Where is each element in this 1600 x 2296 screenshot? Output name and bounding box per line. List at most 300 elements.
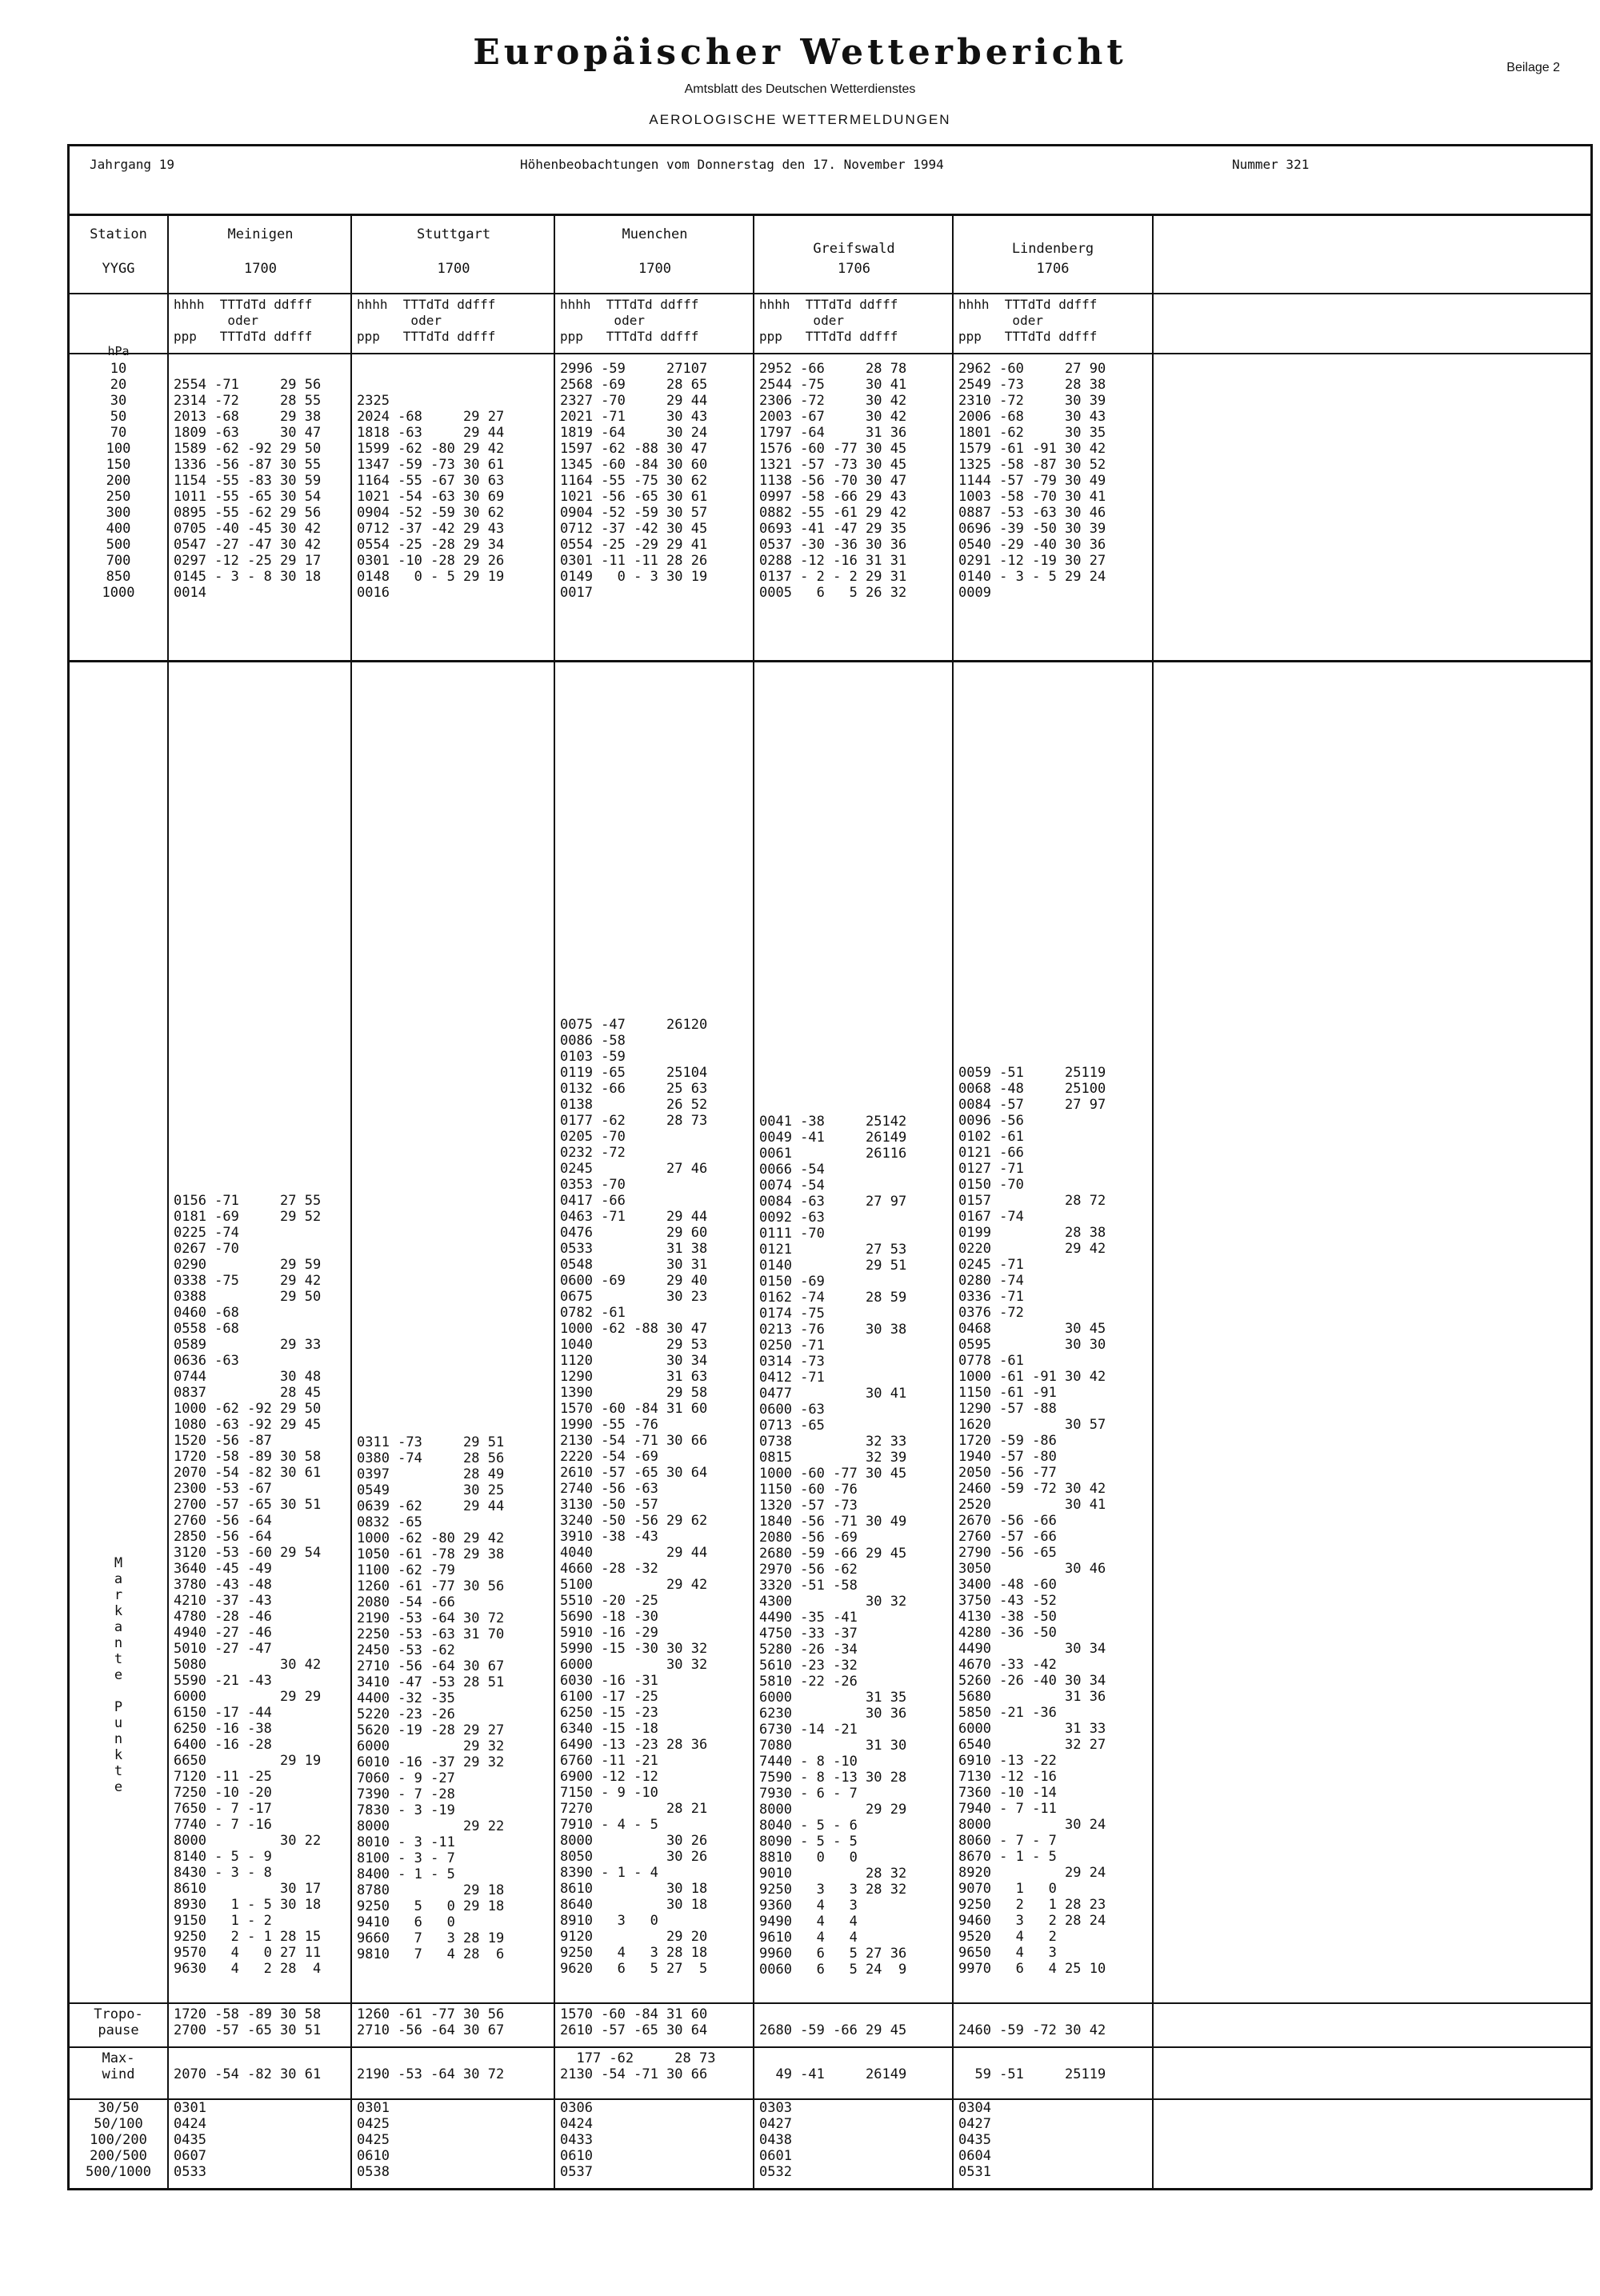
pressure-level: 50 (110, 409, 127, 425)
level-value: 2314 -72 28 55 (174, 393, 322, 409)
side-label-letter: k (114, 1747, 123, 1763)
column-head-line: hhhh TTTdTd ddfff (759, 297, 898, 312)
tropopause-value: 1720 -58 -89 30 58 (174, 2006, 322, 2022)
point-value: 5100 29 42 (560, 1577, 708, 1593)
shear-value: 0303 (759, 2100, 792, 2116)
point-value: 2760 -57 -66 (958, 1529, 1057, 1545)
point-value: 5610 -23 -32 (759, 1658, 858, 1674)
point-value: 5690 -18 -30 (560, 1609, 658, 1625)
pressure-level: 250 (106, 489, 131, 505)
level-value: 0693 -41 -47 29 35 (759, 521, 907, 537)
point-value: 7250 -10 -20 (174, 1785, 272, 1801)
point-value: 0213 -76 30 38 (759, 1322, 907, 1338)
shear-value: 0610 (357, 2148, 390, 2164)
level-value: 1011 -55 -65 30 54 (174, 489, 322, 505)
point-value: 0162 -74 28 59 (759, 1290, 907, 1306)
point-value: 8000 29 29 (759, 1802, 907, 1818)
point-value: 0102 -61 (958, 1129, 1024, 1145)
rule-tropo (67, 2002, 1592, 2004)
point-value: 1150 -60 -76 (759, 1482, 858, 1498)
point-value: 8640 30 18 (560, 1897, 708, 1913)
point-value: 0092 -63 (759, 1210, 825, 1226)
point-value: 8040 - 5 - 6 (759, 1818, 858, 1834)
level-value: 2006 -68 30 43 (958, 409, 1106, 425)
level-value: 0301 -11 -11 28 26 (560, 553, 708, 569)
level-value: 0009 (958, 585, 991, 601)
point-value: 2670 -56 -66 (958, 1513, 1057, 1529)
point-value: 2700 -57 -65 30 51 (174, 1497, 322, 1513)
point-value: 1570 -60 -84 31 60 (560, 1401, 708, 1417)
point-value: 6730 -14 -21 (759, 1722, 858, 1738)
rule-levels-end (67, 660, 1592, 662)
point-value: 5010 -27 -47 (174, 1641, 272, 1657)
point-value: 8060 - 7 - 7 (958, 1833, 1057, 1849)
pressure-level: 700 (106, 553, 131, 569)
level-value: 1345 -60 -84 30 60 (560, 457, 708, 473)
point-value: 0084 -57 27 97 (958, 1097, 1106, 1113)
level-value: 0537 -30 -36 30 36 (759, 537, 907, 553)
point-value: 9960 6 5 27 36 (759, 1946, 907, 1962)
point-value: 0177 -62 28 73 (560, 1113, 708, 1129)
point-value: 7150 - 9 -10 (560, 1785, 658, 1801)
point-value: 9660 7 3 28 19 (357, 1930, 505, 1946)
point-value: 5810 -22 -26 (759, 1674, 858, 1690)
point-value: 7910 - 4 - 5 (560, 1817, 658, 1833)
point-value: 3750 -43 -52 (958, 1593, 1057, 1609)
point-value: 6010 -16 -37 29 32 (357, 1754, 505, 1770)
beilage-label: Beilage 2 (1506, 61, 1560, 74)
shear-value: 0301 (174, 2100, 206, 2116)
pressure-level: 20 (110, 377, 127, 393)
point-value: 1080 -63 -92 29 45 (174, 1417, 322, 1433)
point-value: 2080 -54 -66 (357, 1594, 455, 1610)
level-value: 0017 (560, 585, 593, 601)
level-value: 2003 -67 30 42 (759, 409, 907, 425)
point-value: 9620 6 5 27 5 (560, 1961, 708, 1977)
point-value: 1000 -60 -77 30 45 (759, 1466, 907, 1482)
point-value: 9250 2 1 28 23 (958, 1897, 1106, 1913)
point-value: 1520 -56 -87 (174, 1433, 272, 1449)
point-value: 9970 6 4 25 10 (958, 1961, 1106, 1977)
report-title: Europäischer Wetterbericht (473, 32, 1127, 73)
point-value: 4750 -33 -37 (759, 1626, 858, 1642)
tropopause-value: 2460 -59 -72 30 42 (958, 2022, 1106, 2038)
shear-value: 0301 (357, 2100, 390, 2116)
point-value: 9460 3 2 28 24 (958, 1913, 1106, 1929)
point-value: 2680 -59 -66 29 45 (759, 1546, 907, 1562)
point-value: 0600 -63 (759, 1402, 825, 1418)
level-value: 1809 -63 30 47 (174, 425, 322, 441)
shear-value: 0424 (174, 2116, 206, 2132)
point-value: 0468 30 45 (958, 1321, 1106, 1337)
level-value: 1336 -56 -87 30 55 (174, 457, 322, 473)
maxwind-values (174, 2050, 347, 2082)
level-value: 0696 -39 -50 30 39 (958, 521, 1106, 537)
point-value: 3780 -43 -48 (174, 1577, 272, 1593)
point-value: 3050 30 46 (958, 1561, 1106, 1577)
point-value: 6000 29 32 (357, 1738, 505, 1754)
rule-header (67, 214, 1592, 216)
rule-maxwind (67, 2046, 1592, 2048)
point-value: 7830 - 3 -19 (357, 1802, 455, 1818)
maxwind-values (357, 2050, 550, 2082)
point-value: 4940 -27 -46 (174, 1625, 272, 1641)
point-value: 0778 -61 (958, 1353, 1024, 1369)
point-value: 0600 -69 29 40 (560, 1273, 708, 1289)
level-value: 2013 -68 29 38 (174, 409, 322, 425)
point-value: 0060 6 5 24 9 (759, 1962, 907, 1978)
level-value: 2544 -75 30 41 (759, 377, 907, 393)
shear-value: 0425 (357, 2116, 390, 2132)
point-value: 8670 - 1 - 5 (958, 1849, 1057, 1865)
side-label-letter: n (114, 1635, 123, 1651)
significant-points (174, 1193, 347, 1977)
point-value: 0636 -63 (174, 1353, 239, 1369)
maxwind-value (759, 2050, 949, 2066)
shear-value: 0438 (759, 2132, 792, 2148)
point-value: 7740 - 7 -16 (174, 1817, 272, 1833)
level-value: 1154 -55 -83 30 59 (174, 473, 322, 489)
point-value: 8100 - 3 - 7 (357, 1850, 455, 1866)
shear-value: 0435 (958, 2132, 991, 2148)
point-value: 0121 27 53 (759, 1242, 907, 1258)
point-value: 0290 29 59 (174, 1257, 322, 1273)
pressure-levels (70, 361, 167, 601)
point-value: 0084 -63 27 97 (759, 1194, 907, 1210)
point-value: 0397 28 49 (357, 1466, 505, 1482)
shear-value: 0427 (759, 2116, 792, 2132)
point-value: 0150 -70 (958, 1177, 1024, 1193)
point-value: 4670 -33 -42 (958, 1657, 1057, 1673)
point-value: 0068 -48 25100 (958, 1081, 1106, 1097)
point-value: 9630 4 2 28 4 (174, 1961, 322, 1977)
vrule-station (167, 214, 169, 2190)
point-value: 0460 -68 (174, 1305, 239, 1321)
point-value: 0280 -74 (958, 1273, 1024, 1289)
point-value: 2070 -54 -82 30 61 (174, 1465, 322, 1481)
vrule-5 (1152, 214, 1154, 2190)
point-value: 2760 -56 -64 (174, 1513, 272, 1529)
level-value (357, 377, 550, 393)
side-label-letter: a (114, 1571, 123, 1587)
station-label: Station (90, 226, 147, 242)
point-value: 9150 1 - 2 (174, 1913, 272, 1929)
shear-value: 0424 (560, 2116, 593, 2132)
point-value: 3410 -47 -53 28 51 (357, 1674, 505, 1690)
shear-value: 0433 (560, 2132, 593, 2148)
point-value: 5280 -26 -34 (759, 1642, 858, 1658)
level-value: 1801 -62 30 35 (958, 425, 1106, 441)
pressure-level: 10 (110, 361, 127, 377)
point-value: 0549 30 25 (357, 1482, 505, 1498)
side-label-letter: e (114, 1667, 123, 1683)
level-value: 0149 0 - 3 30 19 (560, 569, 708, 585)
point-value: 3320 -51 -58 (759, 1578, 858, 1594)
point-value: 5510 -20 -25 (560, 1593, 658, 1609)
shear-labels (70, 2100, 167, 2180)
shear-value: 0604 (958, 2148, 991, 2164)
point-value: 8400 - 1 - 5 (357, 1866, 455, 1882)
level-value: 2549 -73 28 38 (958, 377, 1106, 393)
column-head-line: ppp TTTdTd ddfff (357, 329, 496, 344)
point-value: 6340 -15 -18 (560, 1721, 658, 1737)
shear-values (560, 2100, 750, 2180)
tropopause-value: 2610 -57 -65 30 64 (560, 2022, 708, 2038)
point-value: 2220 -54 -69 (560, 1449, 658, 1465)
level-value: 1579 -61 -91 30 42 (958, 441, 1106, 457)
shear-label: 30/50 (98, 2100, 139, 2116)
column-head-line: hhhh TTTdTd ddfff (357, 297, 496, 312)
point-value: 2610 -57 -65 30 64 (560, 1465, 708, 1481)
point-value: 2130 -54 -71 30 66 (560, 1433, 708, 1449)
column-head-line: ppp TTTdTd ddfff (560, 329, 699, 344)
significant-points (958, 1065, 1147, 1977)
point-value: 6230 30 36 (759, 1706, 907, 1722)
point-value: 9610 4 4 (759, 1930, 858, 1946)
point-value: 8000 29 22 (357, 1818, 505, 1834)
point-value: 0713 -65 (759, 1418, 825, 1434)
point-value: 0353 -70 (560, 1177, 626, 1193)
side-label-letter: t (114, 1763, 123, 1779)
level-value: 0895 -55 -62 29 56 (174, 505, 322, 521)
point-value: 8920 29 24 (958, 1865, 1106, 1881)
shear-value: 0425 (357, 2132, 390, 2148)
shear-value: 0607 (174, 2148, 206, 2164)
point-value: 2300 -53 -67 (174, 1481, 272, 1497)
point-value: 8810 0 0 (759, 1850, 858, 1866)
point-value: 7060 - 9 -27 (357, 1770, 455, 1786)
column-head-line: ppp TTTdTd ddfff (759, 329, 898, 344)
maxwind-values (560, 2050, 750, 2082)
tropopause-values (560, 2006, 750, 2038)
point-value: 5680 31 36 (958, 1689, 1106, 1705)
level-value: 0904 -52 -59 30 62 (357, 505, 505, 521)
tropopause-value: 1570 -60 -84 31 60 (560, 2006, 708, 2022)
point-value: 1000 -62 -92 29 50 (174, 1401, 322, 1417)
side-label-letter: k (114, 1603, 123, 1619)
maxwind-value: 2190 -53 -64 30 72 (357, 2066, 505, 2082)
point-value: 3400 -48 -60 (958, 1577, 1057, 1593)
point-value: 1000 -62 -88 30 47 (560, 1321, 708, 1337)
point-value: 0245 -71 (958, 1257, 1024, 1273)
level-value: 1797 -64 31 36 (759, 425, 907, 441)
column-heads (560, 297, 750, 345)
level-value: 2310 -72 30 39 (958, 393, 1106, 409)
point-value: 0314 -73 (759, 1354, 825, 1370)
point-value: 0533 31 38 (560, 1241, 708, 1257)
point-value: 7360 -10 -14 (958, 1785, 1057, 1801)
point-value: 0548 30 31 (560, 1257, 708, 1273)
point-value: 0417 -66 (560, 1193, 626, 1209)
point-value: 8000 30 26 (560, 1833, 708, 1849)
shear-label: 200/500 (90, 2148, 147, 2164)
point-value: 7940 - 7 -11 (958, 1801, 1057, 1817)
column-head-line: ppp TTTdTd ddfff (958, 329, 1098, 344)
point-value: 8090 - 5 - 5 (759, 1834, 858, 1850)
point-value: 2250 -53 -63 31 70 (357, 1626, 505, 1642)
point-value: 1150 -61 -91 (958, 1385, 1057, 1401)
shear-label: 100/200 (90, 2132, 147, 2148)
point-value: 0232 -72 (560, 1145, 626, 1161)
point-value: 3130 -50 -57 (560, 1497, 658, 1513)
level-value: 2327 -70 29 44 (560, 393, 708, 409)
column-heads (759, 297, 949, 345)
point-value: 6000 29 29 (174, 1689, 322, 1705)
level-value: 0705 -40 -45 30 42 (174, 521, 322, 537)
point-value: 5080 30 42 (174, 1657, 322, 1673)
pressure-level: 70 (110, 425, 127, 441)
frame-right (1590, 144, 1593, 2190)
level-value: 1589 -62 -92 29 50 (174, 441, 322, 457)
point-value: 6000 31 33 (958, 1721, 1106, 1737)
point-value: 9490 4 4 (759, 1914, 858, 1930)
station-yygg: 1706 (1036, 261, 1070, 277)
station-yygg: 1700 (638, 261, 671, 277)
maxwind-value (174, 2050, 347, 2066)
level-values (958, 361, 1147, 601)
column-head-line: oder (958, 313, 1043, 328)
point-value: 5260 -26 -40 30 34 (958, 1673, 1106, 1689)
level-value: 1021 -54 -63 30 69 (357, 489, 505, 505)
point-value: 1040 29 53 (560, 1337, 708, 1353)
point-value: 9570 4 0 27 11 (174, 1945, 322, 1961)
shear-value: 0610 (560, 2148, 593, 2164)
point-value: 6650 29 19 (174, 1753, 322, 1769)
pressure-level: 150 (106, 457, 131, 473)
side-label-letter: n (114, 1731, 123, 1747)
point-value: 8010 - 3 -11 (357, 1834, 455, 1850)
maxwind-label: Max- wind (102, 2050, 135, 2082)
column-head-line: hhhh TTTdTd ddfff (174, 297, 313, 312)
point-value: 1290 31 63 (560, 1369, 708, 1385)
point-value: 4660 -28 -32 (560, 1561, 658, 1577)
point-value: 6910 -13 -22 (958, 1753, 1057, 1769)
point-value: 1720 -58 -89 30 58 (174, 1449, 322, 1465)
point-value: 0815 32 39 (759, 1450, 907, 1466)
point-value: 8610 30 17 (174, 1881, 322, 1897)
column-head-line: oder (560, 313, 645, 328)
column-head-line: ppp TTTdTd ddfff (174, 329, 313, 344)
point-value: 0066 -54 (759, 1162, 825, 1178)
point-value: 1000 -61 -91 30 42 (958, 1369, 1106, 1385)
point-value: 0041 -38 25142 (759, 1114, 907, 1130)
shear-value: 0531 (958, 2164, 991, 2180)
point-value: 0140 29 51 (759, 1258, 907, 1274)
tropopause-value: 2710 -56 -64 30 67 (357, 2022, 505, 2038)
level-value: 1597 -62 -88 30 47 (560, 441, 708, 457)
tropopause-value: 2700 -57 -65 30 51 (174, 2022, 322, 2038)
point-value: 4210 -37 -43 (174, 1593, 272, 1609)
point-value: 2740 -56 -63 (560, 1481, 658, 1497)
point-value: 7650 - 7 -17 (174, 1801, 272, 1817)
point-value: 4130 -38 -50 (958, 1609, 1057, 1625)
point-value: 8000 30 22 (174, 1833, 322, 1849)
point-value: 2520 30 41 (958, 1497, 1106, 1513)
shear-values (759, 2100, 949, 2180)
level-value: 0145 - 3 - 8 30 18 (174, 569, 322, 585)
level-value: 0887 -53 -63 30 46 (958, 505, 1106, 521)
level-value: 0904 -52 -59 30 57 (560, 505, 708, 521)
point-value: 8000 30 24 (958, 1817, 1106, 1833)
maxwind-value (357, 2050, 550, 2066)
point-value: 8610 30 18 (560, 1881, 708, 1897)
station-yygg: 1700 (244, 261, 277, 277)
point-value: 4490 30 34 (958, 1641, 1106, 1657)
side-label-letter (70, 1683, 167, 1699)
maxwind-value: 49 -41 26149 (759, 2066, 907, 2082)
level-value: 2554 -71 29 56 (174, 377, 322, 393)
shear-value: 0537 (560, 2164, 593, 2180)
point-value: 0376 -72 (958, 1305, 1024, 1321)
tropopause-values (174, 2006, 347, 2038)
level-value: 1321 -57 -73 30 45 (759, 457, 907, 473)
point-value: 2450 -53 -62 (357, 1642, 455, 1658)
column-heads (357, 297, 550, 345)
maxwind-value: 177 -62 28 73 (560, 2050, 716, 2066)
point-value: 0150 -69 (759, 1274, 825, 1290)
pressure-level: 500 (106, 537, 131, 553)
point-value: 9520 4 2 (958, 1929, 1057, 1945)
tropopause-value (759, 2006, 949, 2022)
level-value: 0997 -58 -66 29 43 (759, 489, 907, 505)
point-value: 4040 29 44 (560, 1545, 708, 1561)
point-value: 0167 -74 (958, 1209, 1024, 1225)
level-values (174, 361, 347, 601)
point-value: 4280 -36 -50 (958, 1625, 1057, 1641)
point-value: 0111 -70 (759, 1226, 825, 1242)
point-value: 6900 -12 -12 (560, 1769, 658, 1785)
point-value: 0205 -70 (560, 1129, 626, 1145)
level-value: 0014 (174, 585, 206, 601)
significant-points (759, 1114, 949, 1978)
column-head-line: oder (174, 313, 258, 328)
column-head-line: hhhh TTTdTd ddfff (560, 297, 699, 312)
column-head-line: oder (357, 313, 442, 328)
point-value: 5590 -21 -43 (174, 1673, 272, 1689)
point-value: 6000 30 32 (560, 1657, 708, 1673)
point-value: 2710 -56 -64 30 67 (357, 1658, 505, 1674)
level-value: 2024 -68 29 27 (357, 409, 505, 425)
point-value: 0477 30 41 (759, 1386, 907, 1402)
shear-value: 0538 (357, 2164, 390, 2180)
maxwind-value: 2130 -54 -71 30 66 (560, 2066, 708, 2082)
point-value: 9360 4 3 (759, 1898, 858, 1914)
station-name: Greifswald (813, 241, 895, 257)
side-label-letter: r (114, 1587, 123, 1603)
maxwind-value: 2070 -54 -82 30 61 (174, 2066, 322, 2082)
point-value: 7270 28 21 (560, 1801, 708, 1817)
shear-values (174, 2100, 347, 2180)
point-value: 1940 -57 -80 (958, 1449, 1057, 1465)
vrule-4 (952, 214, 954, 2190)
maxwind-value (958, 2050, 1147, 2066)
point-value: 1000 -62 -80 29 42 (357, 1530, 505, 1546)
vrule-2 (554, 214, 555, 2190)
point-value: 6250 -16 -38 (174, 1721, 272, 1737)
level-value: 0554 -25 -29 29 41 (560, 537, 708, 553)
point-value: 0132 -66 25 63 (560, 1081, 708, 1097)
point-value: 1990 -55 -76 (560, 1417, 658, 1433)
level-value: 2962 -60 27 90 (958, 361, 1106, 377)
point-value: 1260 -61 -77 30 56 (357, 1578, 505, 1594)
shear-value: 0306 (560, 2100, 593, 2116)
hpa-label: hPa (107, 344, 130, 358)
point-value: 0311 -73 29 51 (357, 1434, 505, 1450)
point-value: 7120 -11 -25 (174, 1769, 272, 1785)
point-value: 7130 -12 -16 (958, 1769, 1057, 1785)
level-value: 2568 -69 28 65 (560, 377, 708, 393)
point-value: 0250 -71 (759, 1338, 825, 1354)
